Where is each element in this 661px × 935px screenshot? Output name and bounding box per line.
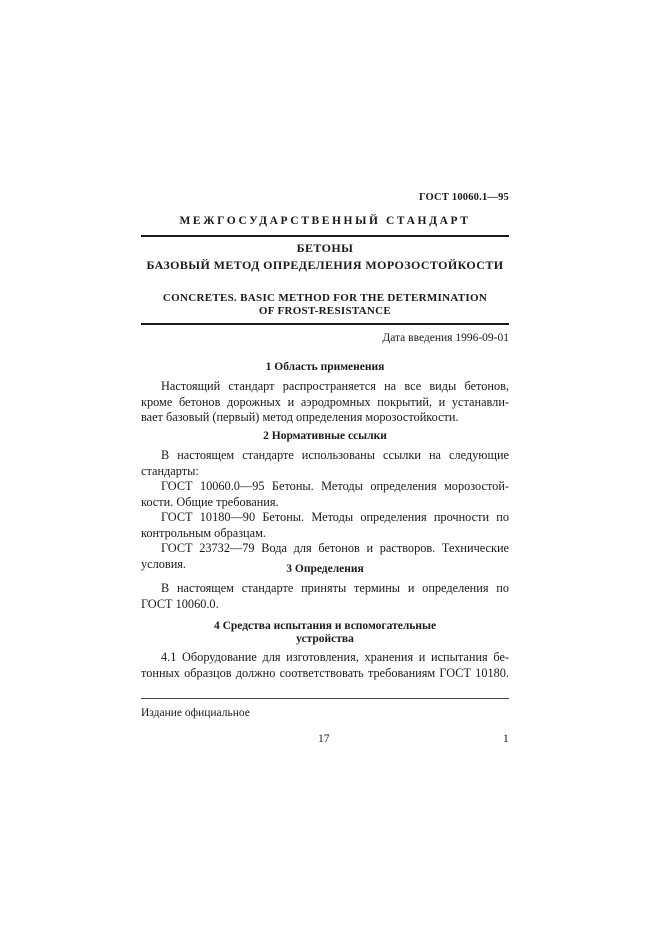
title-ru-line2: БАЗОВЫЙ МЕТОД ОПРЕДЕЛЕНИЯ МОРОЗОСТОЙКОСТИ bbox=[146, 258, 504, 272]
section-4-line: 4.1 Оборудование для изготовления, хранения и испытания бе- bbox=[161, 650, 509, 664]
section-2-line: В настоящем стандарте использованы ссылки на следующие bbox=[161, 448, 509, 462]
footer-rule-divider bbox=[141, 698, 509, 699]
section-2-text bbox=[141, 448, 509, 572]
section-4-heading-line2: устройства bbox=[296, 633, 354, 645]
section-3-heading: 3 Определения bbox=[286, 563, 364, 575]
title-rule-divider bbox=[141, 323, 509, 325]
section-1-line: Настоящий стандарт распространяется на все виды бетонов, bbox=[161, 379, 509, 393]
section-3-line: В настоящем стандарте приняты термины и определения по bbox=[161, 581, 509, 595]
section-2-line: ГОСТ 23732—79 Вода для бетонов и растворов. Технические bbox=[161, 541, 509, 555]
sheet-number: 1 bbox=[503, 733, 509, 745]
section-2-line: условия. bbox=[141, 556, 187, 571]
section-1-line: кроме бетонов дорожных и аэродромных покрытий, и устанавли- bbox=[141, 394, 509, 409]
section-4-line: тонных образцов должно соответствовать требованиям ГОСТ 10180. bbox=[141, 665, 509, 680]
section-2-line: стандарты: bbox=[141, 463, 199, 478]
standard-code: ГОСТ 10060.1—95 bbox=[418, 192, 509, 203]
section-2-line: ГОСТ 10060.0—95 Бетоны. Методы определения морозостой- bbox=[161, 479, 509, 493]
section-3-text bbox=[141, 581, 509, 612]
section-2-line: кости. Общие требования. bbox=[141, 494, 279, 509]
section-1-heading: 1 Область применения bbox=[265, 361, 385, 373]
section-3-line: ГОСТ 10060.0. bbox=[141, 596, 219, 611]
section-2-line: ГОСТ 10180—90 Бетоны. Методы определения прочности по bbox=[161, 510, 509, 524]
title-ru-line1: БЕТОНЫ bbox=[296, 241, 354, 255]
official-edition-note: Издание официальное bbox=[141, 707, 250, 719]
top-rule-divider bbox=[141, 235, 509, 237]
section-4-text bbox=[141, 650, 509, 681]
section-1-text bbox=[141, 379, 509, 426]
title-en-line2: OF FROST-RESISTANCE bbox=[258, 305, 392, 317]
introduction-date: Дата введения 1996-09-01 bbox=[382, 332, 509, 344]
section-1-line: вает базовый (первый) метод определения морозостойкости. bbox=[141, 410, 459, 424]
page-number: 17 bbox=[318, 733, 330, 745]
interstate-standard-label: МЕЖГОСУДАРСТВЕННЫЙ СТАНДАРТ bbox=[179, 215, 471, 227]
title-en-line1: CONCRETES. BASIC METHOD FOR THE DETERMINATION bbox=[162, 292, 488, 304]
section-2-line: контрольным образцам. bbox=[141, 525, 266, 540]
section-4-heading-line1: 4 Средства испытания и вспомогательные bbox=[213, 620, 437, 632]
section-2-heading: 2 Нормативные ссылки bbox=[263, 430, 387, 442]
